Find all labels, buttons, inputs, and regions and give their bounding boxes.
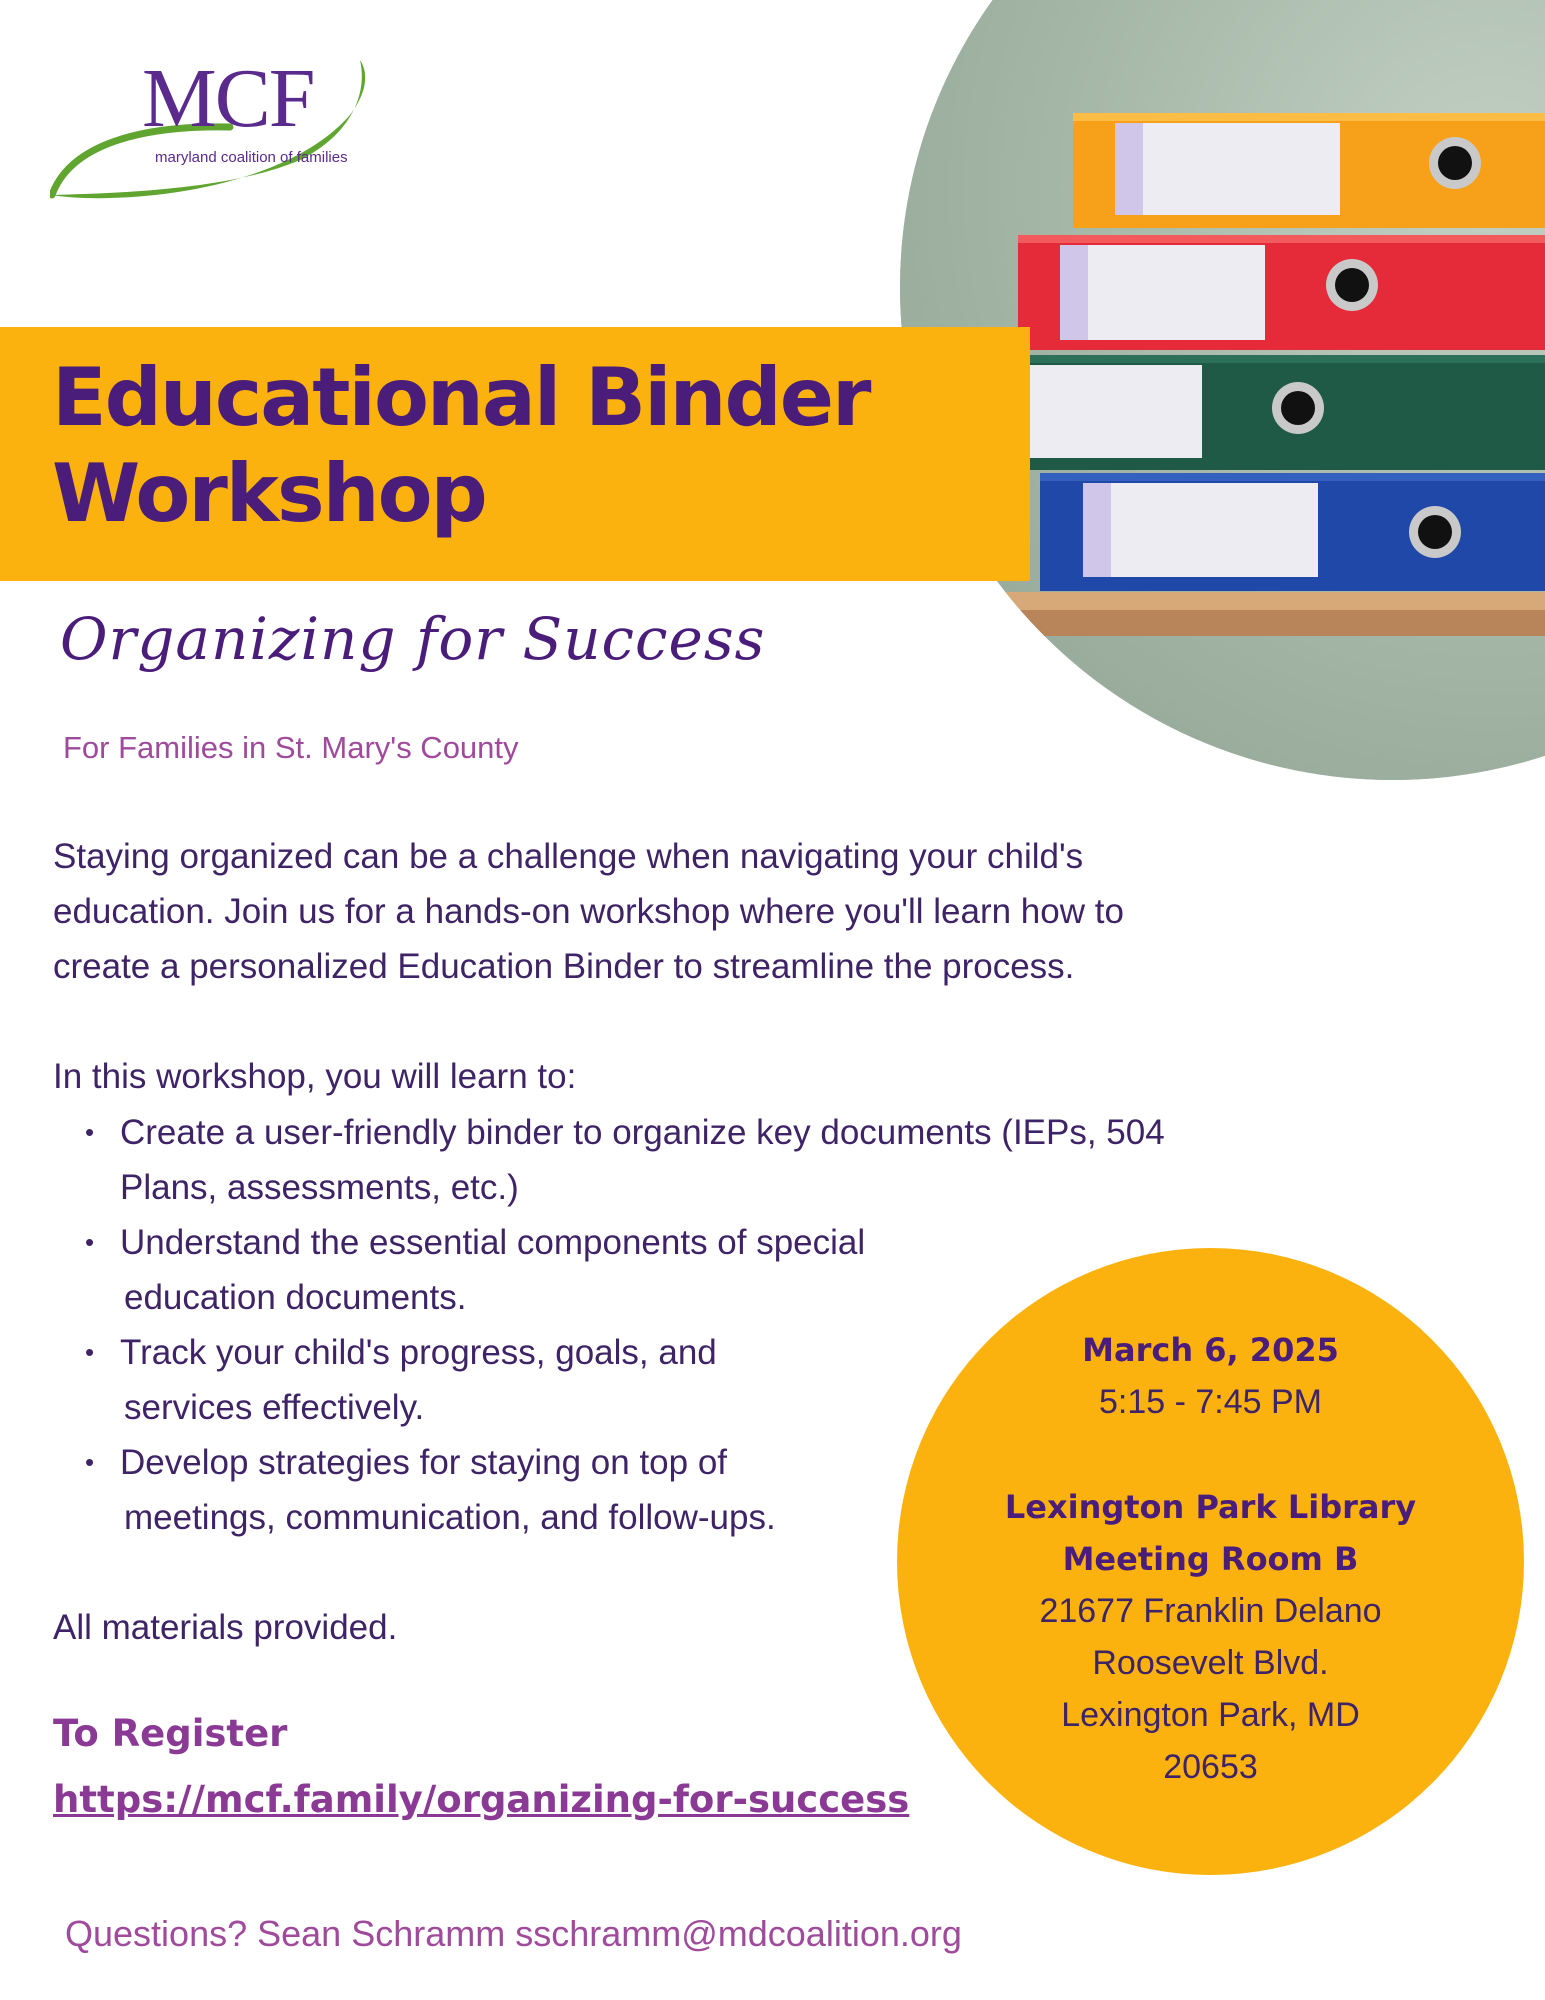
list-item (85, 1435, 985, 1545)
event-zip: 20653 (1163, 1748, 1258, 1786)
logo-letters: MCF (142, 52, 314, 145)
event-address-line: Lexington Park, MD (1061, 1696, 1360, 1734)
list-item (85, 1215, 985, 1325)
list-item-line: education documents. (124, 1278, 467, 1317)
register-label: To Register (53, 1712, 288, 1755)
event-details-circle (897, 1248, 1524, 1875)
list-item-line: meetings, communication, and follow-ups. (124, 1498, 776, 1537)
audience-line: For Families in St. Mary's County (63, 730, 519, 765)
register-link[interactable]: https://mcf.family/organizing-for-success (53, 1778, 910, 1821)
list-item-line: • Understand the essential components of special (120, 1223, 866, 1262)
list-item-line: • Track your child's progress, goals, and (120, 1333, 717, 1372)
list-item-line: • Create a user-friendly binder to organize key documents (IEPs, 504 (120, 1113, 1165, 1152)
intro-line: Staying organized can be a challenge when navigating your child's (53, 837, 1084, 876)
page-title (52, 350, 952, 542)
intro-line: education. Join us for a hands-on workshop where you'll learn how to (53, 892, 1124, 931)
intro-paragraph (53, 829, 1253, 994)
logo-tagline: maryland coalition of families (155, 149, 348, 166)
event-venue: Lexington Park Library (1004, 1488, 1417, 1526)
contact-line: Questions? Sean Schramm sschramm@mdcoalition.org (65, 1913, 962, 1954)
title-line-2: Workshop (52, 447, 486, 540)
event-date: March 6, 2025 (1082, 1331, 1339, 1369)
event-address-line: Roosevelt Blvd. (1092, 1644, 1329, 1682)
list-item (85, 1325, 985, 1435)
mcf-logo (50, 52, 400, 205)
materials-note: All materials provided. (53, 1608, 398, 1647)
list-item-line: services effectively. (124, 1388, 425, 1427)
event-room: Meeting Room B (1062, 1540, 1359, 1578)
event-address-line: 21677 Franklin Delano (1039, 1592, 1382, 1630)
subtitle: Organizing for Success (60, 605, 766, 673)
event-time: 5:15 - 7:45 PM (1098, 1383, 1322, 1421)
learn-heading: In this workshop, you will learn to: (53, 1057, 577, 1096)
list-item-line: Plans, assessments, etc.) (120, 1168, 519, 1207)
title-line-1: Educational Binder (52, 351, 870, 444)
list-item (85, 1105, 1285, 1215)
list-item-line: • Develop strategies for staying on top of (120, 1443, 728, 1482)
intro-line: create a personalized Education Binder to streamline the process. (53, 947, 1075, 986)
